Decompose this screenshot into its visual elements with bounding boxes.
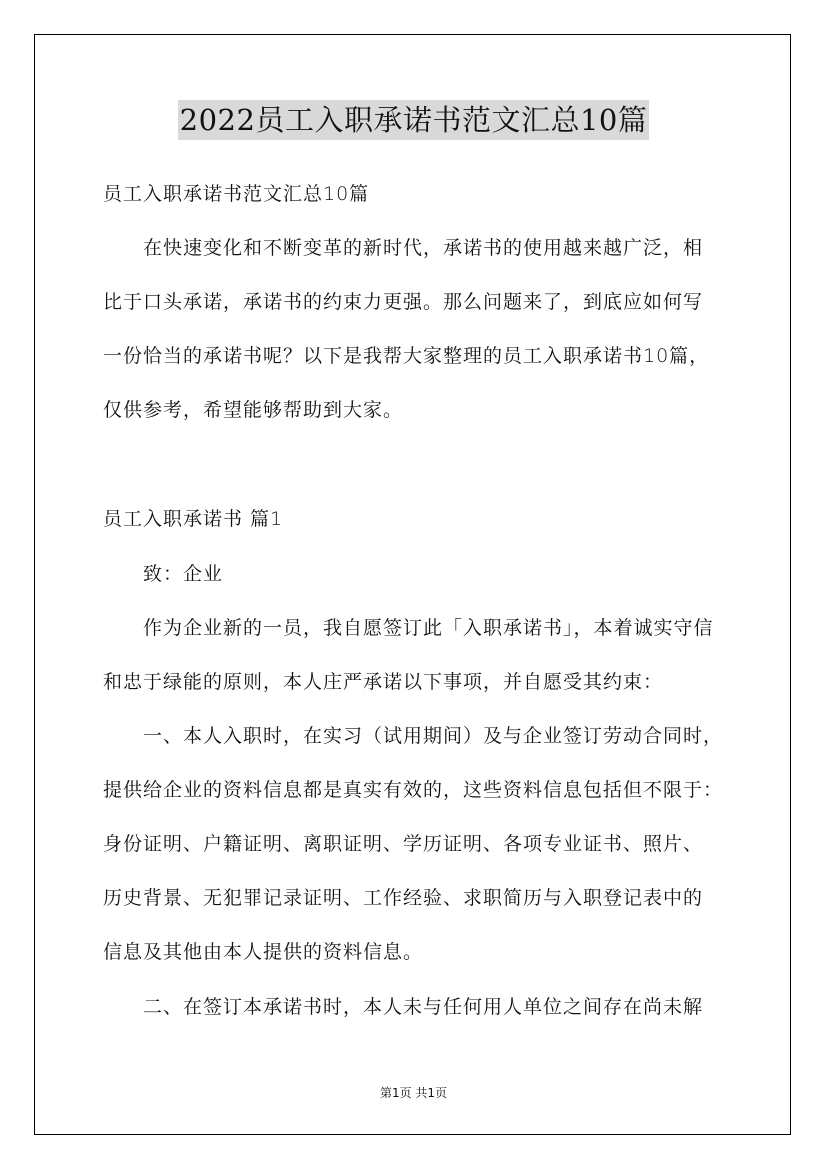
body-line: 信息及其他由本人提供的资料信息。 [103, 941, 424, 963]
document-title: 2022员工入职承诺书范文汇总10篇 [178, 100, 650, 140]
body-line: 一、本人入职时，在实习（试用期间）及与企业签订劳动合同时， [143, 725, 724, 747]
body-line: 和忠于绿能的原则，本人庄严承诺以下事项，并自愿受其约束： [103, 671, 664, 693]
intro-line: 仅供参考，希望能够帮助到大家。 [103, 399, 404, 421]
body-line: 作为企业新的一员，我自愿签订此「入职承诺书」，本着诚实守信 [143, 617, 714, 639]
document-subtitle: 员工入职承诺书范文汇总10篇 [103, 183, 370, 205]
document-title-wrap [0, 100, 827, 145]
intro-line: 比于口头承诺，承诺书的约束力更强。那么问题来了，到底应如何写 [103, 291, 704, 313]
body-line: 二、在签订本承诺书时，本人未与任何用人单位之间存在尚未解 [143, 996, 704, 1018]
body-line: 提供给企业的资料信息都是真实有效的，这些资料信息包括但不限于： [103, 779, 724, 801]
body-line: 身份证明、户籍证明、离职证明、学历证明、各项专业证书、照片、 [103, 833, 704, 855]
section-heading: 员工入职承诺书 篇1 [103, 508, 284, 530]
intro-line: 在快速变化和不断变革的新时代，承诺书的使用越来越广泛，相 [143, 237, 704, 259]
intro-line: 一份恰当的承诺书呢？以下是我帮大家整理的员工入职承诺书10篇， [103, 345, 710, 367]
page-footer: 第1页 共1页 [379, 1086, 448, 1100]
salutation: 致：企业 [143, 563, 224, 585]
body-line: 历史背景、无犯罪记录证明、工作经验、求职简历与入职登记表中的 [103, 887, 704, 909]
